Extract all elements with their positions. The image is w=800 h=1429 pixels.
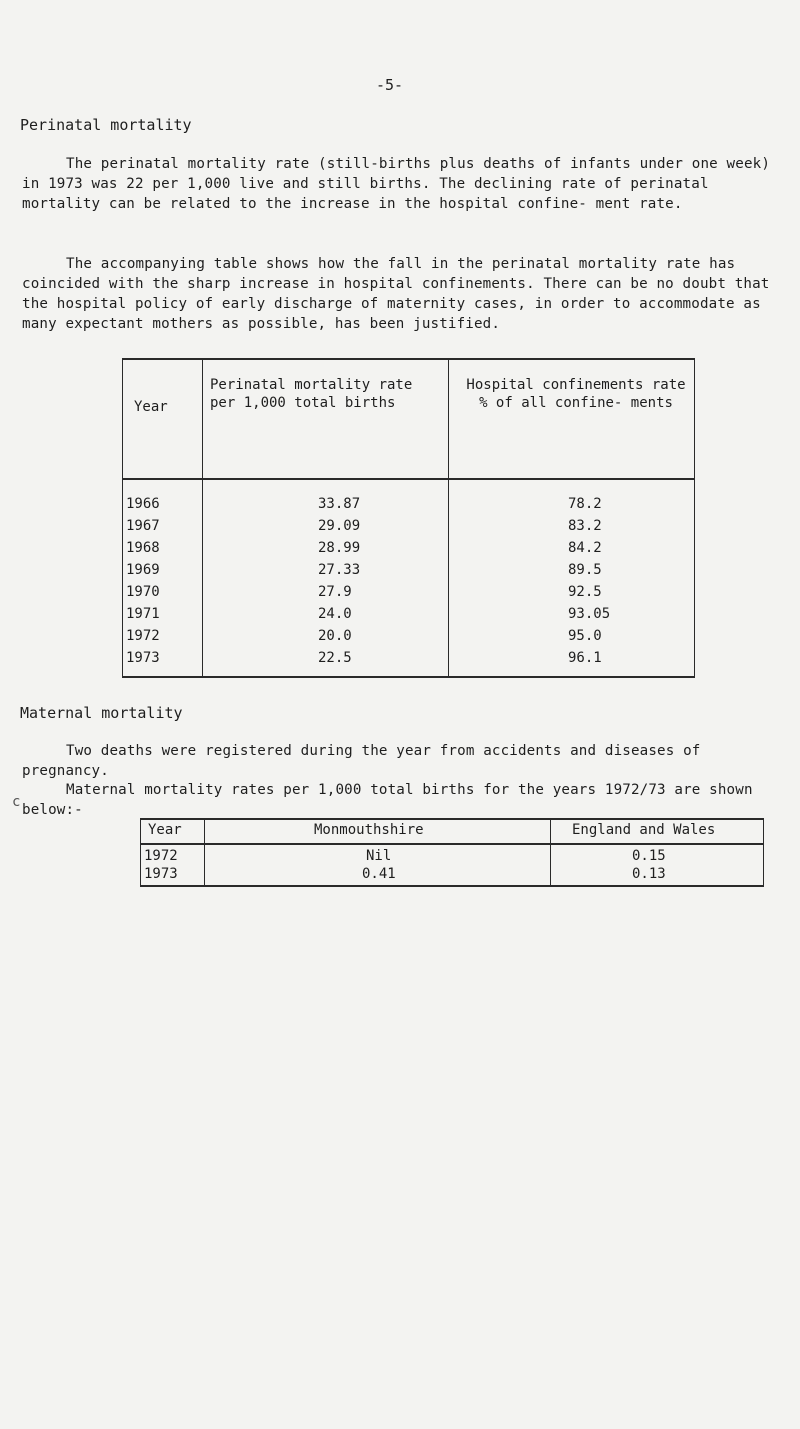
cell-year: 1973: [144, 866, 178, 882]
cell-perinatal: 20.0: [318, 628, 352, 644]
cell-year: 1968: [126, 540, 160, 556]
table-border: [122, 358, 695, 360]
maternal-paragraph-2: [22, 780, 782, 820]
cell-perinatal: 33.87: [318, 496, 361, 512]
cell-hospital: 96.1: [568, 650, 602, 666]
table-border: [122, 676, 695, 678]
maternal-paragraph-1-text: Two deaths were registered during the year from accidents and diseases of pregnancy.: [22, 743, 701, 779]
table-row: [118, 518, 696, 538]
table-row: [118, 562, 696, 582]
cell-perinatal: 28.99: [318, 540, 361, 556]
table-row: [118, 650, 696, 670]
table-border: [122, 478, 695, 480]
cell-year: 1967: [126, 518, 160, 534]
cell-england-wales: 0.15: [632, 848, 666, 864]
perinatal-paragraph-1: [22, 154, 782, 214]
cell-hospital: 84.2: [568, 540, 602, 556]
column-header-year: Year: [148, 822, 182, 838]
cell-year: 1966: [126, 496, 160, 512]
table-row: [118, 606, 696, 626]
perinatal-paragraph-2-text: The accompanying table shows how the fall in the perinatal mortality rate has coincided with the sharp increase in hospital confinements. There can be no doubt that the hospital policy of early discharge of maternity cases, in order to accommodate as many expectant mothers as possible, has been justified.: [22, 256, 770, 332]
column-header-perinatal: Perinatal mortality rate per 1,000 total births: [210, 377, 413, 411]
table-row: [118, 496, 696, 516]
table-row: [118, 540, 696, 560]
cell-year: 1970: [126, 584, 160, 600]
cell-perinatal: 27.33: [318, 562, 361, 578]
table-border: [140, 885, 764, 887]
table-border: [140, 818, 141, 886]
maternal-heading: Maternal mortality: [20, 704, 183, 722]
table-border: [140, 818, 764, 820]
page-number: -5-: [376, 76, 404, 94]
cell-perinatal: 22.5: [318, 650, 352, 666]
maternal-paragraph-2-text: Maternal mortality rates per 1,000 total births for the years 1972/73 are shown below:-: [22, 782, 753, 818]
column-header-monmouthshire: Monmouthshire: [314, 822, 424, 838]
cell-perinatal: 24.0: [318, 606, 352, 622]
perinatal-paragraph-2: [22, 254, 782, 334]
cell-hospital: 83.2: [568, 518, 602, 534]
cell-year: 1972: [144, 848, 178, 864]
table-border: [763, 818, 764, 886]
cell-year: 1973: [126, 650, 160, 666]
cell-year: 1971: [126, 606, 160, 622]
table-row: [118, 584, 696, 604]
table-row: [118, 628, 696, 648]
perinatal-heading: Perinatal mortality: [20, 116, 192, 134]
margin-mark: c: [12, 794, 21, 810]
column-header-hospital: Hospital confinements rate % of all confine- ments: [466, 377, 686, 411]
cell-hospital: 78.2: [568, 496, 602, 512]
perinatal-table: [118, 358, 696, 678]
cell-hospital: 89.5: [568, 562, 602, 578]
table-border: [550, 818, 551, 886]
cell-monmouthshire: 0.41: [362, 866, 396, 882]
cell-year: 1972: [126, 628, 160, 644]
cell-perinatal: 29.09: [318, 518, 361, 534]
cell-hospital: 93.05: [568, 606, 611, 622]
cell-year: 1969: [126, 562, 160, 578]
column-header-year: Year: [134, 399, 168, 415]
maternal-table: [140, 818, 764, 903]
column-header-england-wales: England and Wales: [572, 822, 716, 838]
perinatal-paragraph-1-text: The perinatal mortality rate (still-births plus deaths of infants under one week) in 1973 was 22 per 1,000 live and still births. The declining rate of perinatal mortality can be related to the increase in the hospital confine- ment rate.: [22, 156, 771, 212]
cell-monmouthshire: Nil: [366, 848, 392, 864]
table-border: [204, 818, 205, 886]
cell-hospital: 95.0: [568, 628, 602, 644]
cell-perinatal: 27.9: [318, 584, 352, 600]
cell-england-wales: 0.13: [632, 866, 666, 882]
cell-hospital: 92.5: [568, 584, 602, 600]
maternal-paragraph-1: [22, 741, 782, 781]
table-border: [140, 843, 764, 845]
